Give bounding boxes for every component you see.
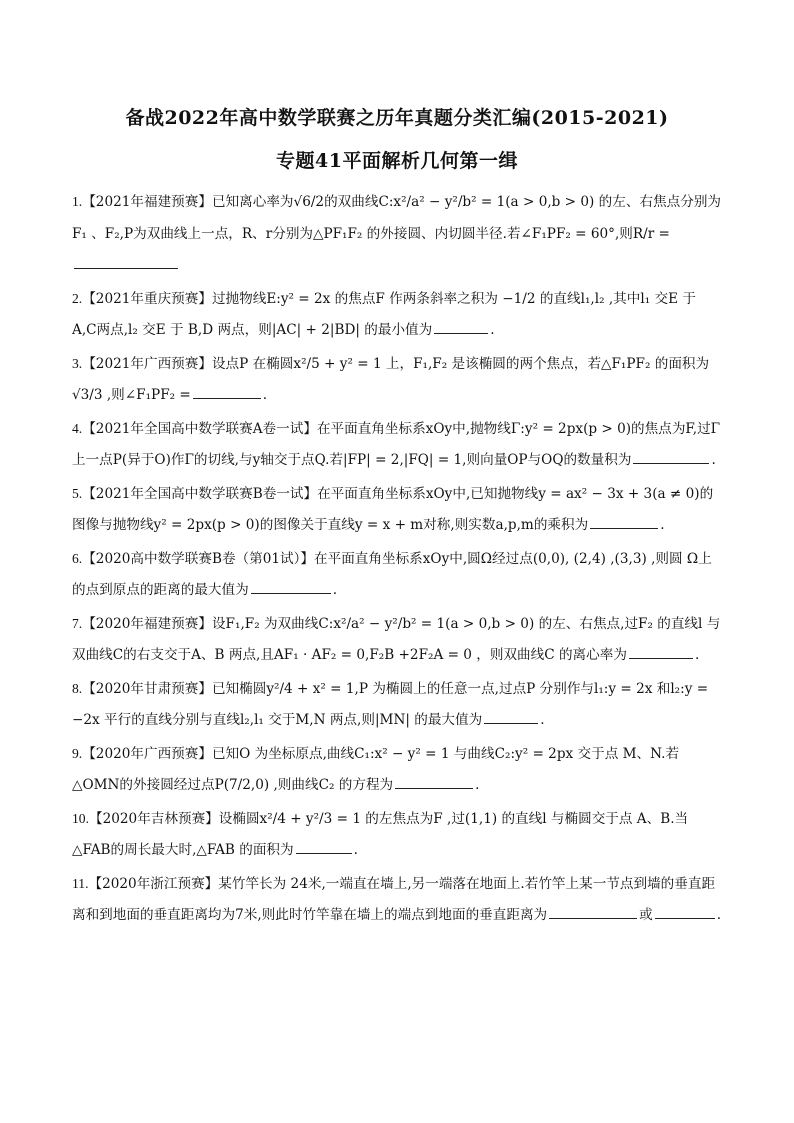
- problem-number: 6.: [72, 550, 83, 566]
- problem-text: 设点P 在椭圆x²/5 + y² = 1 上，F₁,F₂ 是该椭圆的两个焦点，若△F₁PF₂ 的面积为√3/3 ,则∠F₁PF₂ =: [72, 355, 710, 403]
- problem-source: 【2021年广西预赛】: [82, 355, 212, 372]
- problem-text: 已知离心率为√6/2的双曲线C:x²/a² − y²/b² = 1(a > 0,b > 0) 的左、右焦点分别为F₁ 、F₂,P为双曲线上一点，R、r分别为△PF₁F₂ 的外接圆、内切圆半径.若∠F₁PF₂ = 60°,则R/r =: [72, 194, 722, 242]
- problem-text: 在平面直角坐标系xOy中,抛物线Γ:y² = 2px(p > 0)的焦点为F,过Γ上一点P(异于O)作Γ的切线,与y轴交于点Q.若|FP| = 2,|FQ| = 1,则向量OP与OQ的数量积为: [72, 420, 721, 468]
- problem-source: 【2020年福建预赛】: [82, 615, 212, 632]
- problem-1: [72, 186, 724, 282]
- problem-10: 10.【2020年吉林预赛】设椭圆x²/4 + y²/3 = 1 的左焦点为F ,过(1,1) 的直线l 与椭圆交于点 A、B.当△FAB的周长最大时,△FAB 的面积为 .: [72, 810, 689, 858]
- problem-text: 过抛物线E:y² = 2x 的焦点F 作两条斜率之积为 −1/2 的直线l₁,l₂ ,其中l₁ 交E 于 A,C两点,l₂ 交E 于 B,D 两点，则|AC| + 2|BD| 的最小值为: [72, 290, 696, 338]
- problem-source: 【2021年全国高中数学联赛A卷一试】: [82, 420, 317, 437]
- problem-text: 设F₁,F₂ 为双曲线C:x²/a² − y²/b² = 1(a > 0,b > 0) 的左、右焦点,过F₂ 的直线l 与双曲线C的右支交于A、B 两点,且AF₁ · AF₂ = 0,F₂B +2F₂A = 0 ，则双曲线C 的离心率为: [72, 615, 721, 663]
- problem-text: 在平面直角坐标系xOy中,圆Ω经过点(0,0), (2,4) ,(3,3) ,则圆 Ω上的点到原点的距离的最大值为: [72, 550, 712, 598]
- problem-number: 9.: [72, 745, 83, 761]
- answer-blank: [633, 449, 709, 464]
- problem-source: 【2020年浙江预赛】: [88, 875, 219, 892]
- problem-number: 10.: [72, 810, 89, 826]
- problem-number: 8.: [72, 680, 83, 696]
- problem-3: 3.【2021年广西预赛】设点P 在椭圆x²/5 + y² = 1 上，F₁,F₂ 是该椭圆的两个焦点，若△F₁PF₂ 的面积为√3/3 ,则∠F₁PF₂ = .: [72, 355, 710, 403]
- problem-8: 8.【2020年甘肃预赛】已知椭圆y²/4 + x² = 1,P 为椭圆上的任意一点,过点P 分别作与l₁:y = 2x 和l₂:y = −2x 平行的直线分别与直线l₂,l₁ 交于M,N 两点,则|MN| 的最大值为 .: [72, 680, 709, 728]
- answer-blank-2: [655, 904, 715, 919]
- problem-text: 已知椭圆y²/4 + x² = 1,P 为椭圆上的任意一点,过点P 分别作与l₁:y = 2x 和l₂:y = −2x 平行的直线分别与直线l₂,l₁ 交于M,N 两点,则|MN| 的最大值为: [72, 680, 709, 728]
- problem-list: [72, 186, 724, 933]
- problem-number: 5.: [72, 485, 83, 501]
- problem-number: 11.: [72, 875, 89, 891]
- document-title: 备战2022年高中数学联赛之历年真题分类汇编(2015-2021): [125, 107, 669, 129]
- problem-4: 4.【2021年全国高中数学联赛A卷一试】在平面直角坐标系xOy中,抛物线Γ:y² = 2px(p > 0)的焦点为F,过Γ上一点P(异于O)作Γ的切线,与y轴交于点Q.若|FP| = 2,|FQ| = 1,则向量OP与OQ的数量积为 .: [72, 420, 721, 468]
- problem-number: 1.: [72, 194, 83, 209]
- problem-11: 11.【2020年浙江预赛】某竹竿长为 24米,一端直在墙上,另一端落在地面上.若竹竿上某一节点到墙的垂直距离和到地面的垂直距离均为7米,则此时竹竿靠在墙上的端点到地面的垂直距离为 或 .: [72, 875, 722, 923]
- answer-blank: [193, 384, 261, 399]
- problem-text: 设椭圆x²/4 + y²/3 = 1 的左焦点为F ,过(1,1) 的直线l 与椭圆交于点 A、B.当△FAB的周长最大时,△FAB 的面积为: [72, 810, 689, 858]
- answer-blank: [629, 644, 693, 659]
- answer-blank: [395, 774, 473, 789]
- problem-number: 2.: [72, 290, 83, 306]
- problem-text: 已知O 为坐标原点,曲线C₁:x² − y² = 1 与曲线C₂:y² = 2px 交于点 M、N.若△OMN的外接圆经过点P(7/2,0) ,则曲线C₂ 的方程为: [72, 745, 680, 793]
- answer-blank: [74, 254, 178, 269]
- answer-blank-1: [549, 904, 637, 919]
- answer-blank: [590, 514, 658, 529]
- problem-number: 7.: [72, 615, 83, 631]
- problem-source: 【2020年甘肃预赛】: [82, 680, 212, 697]
- problem-9: 9.【2020年广西预赛】已知O 为坐标原点,曲线C₁:x² − y² = 1 与曲线C₂:y² = 2px 交于点 M、N.若△OMN的外接圆经过点P(7/2,0) ,则曲线C₂ 的方程为 .: [72, 745, 680, 793]
- document-subtitle: 专题41平面解析几何第一缉: [276, 150, 518, 172]
- problem-source: 【2021年福建预赛】: [82, 194, 212, 210]
- problem-6: 6.【2020高中数学联赛B卷（第01试）】在平面直角坐标系xOy中,圆Ω经过点(0,0), (2,4) ,(3,3) ,则圆 Ω上的点到原点的距离的最大值为 .: [72, 550, 712, 598]
- problem-number: 3.: [72, 355, 83, 371]
- problem-number: 4.: [72, 420, 83, 436]
- problem-source: 【2021年全国高中数学联赛B卷一试】: [82, 485, 318, 502]
- problem-5: 5.【2021年全国高中数学联赛B卷一试】在平面直角坐标系xOy中,已知抛物线y = ax² − 3x + 3(a ≠ 0)的图像与抛物线y² = 2px(p > 0)的图像关于直线y = x + m对称,则实数a,p,m的乘积为 .: [72, 485, 714, 533]
- problem-text: 在平面直角坐标系xOy中,已知抛物线y = ax² − 3x + 3(a ≠ 0)的图像与抛物线y² = 2px(p > 0)的图像关于直线y = x + m对称,则实数a,p,m的乘积为: [72, 485, 714, 533]
- problem-source: 【2021年重庆预赛】: [82, 290, 212, 307]
- answer-blank: [484, 709, 538, 724]
- problem-source: 【2020年广西预赛】: [82, 745, 212, 762]
- problem-2: 2.【2021年重庆预赛】过抛物线E:y² = 2x 的焦点F 作两条斜率之积为 −1/2 的直线l₁,l₂ ,其中l₁ 交E 于 A,C两点,l₂ 交E 于 B,D 两点，则|AC| + 2|BD| 的最小值为 .: [72, 290, 696, 338]
- problem-source: 【2020年吉林预赛】: [89, 810, 219, 827]
- answer-separator: 或: [639, 907, 653, 923]
- answer-blank: [296, 839, 352, 854]
- answer-blank: [434, 319, 488, 334]
- answer-blank: [251, 579, 331, 594]
- problem-source: 【2020高中数学联赛B卷（第01试）】: [82, 550, 315, 567]
- problem-text: 某竹竿长为 24米,一端直在墙上,另一端落在地面上.若竹竿上某一节点到墙的垂直距离和到地面的垂直距离均为7米,则此时竹竿靠在墙上的端点到地面的垂直距离为: [72, 875, 716, 923]
- problem-7: 7.【2020年福建预赛】设F₁,F₂ 为双曲线C:x²/a² − y²/b² = 1(a > 0,b > 0) 的左、右焦点,过F₂ 的直线l 与双曲线C的右支交于A、B 两点,且AF₁ · AF₂ = 0,F₂B +2F₂A = 0 ，则双曲线C 的离心率为 .: [72, 615, 721, 663]
